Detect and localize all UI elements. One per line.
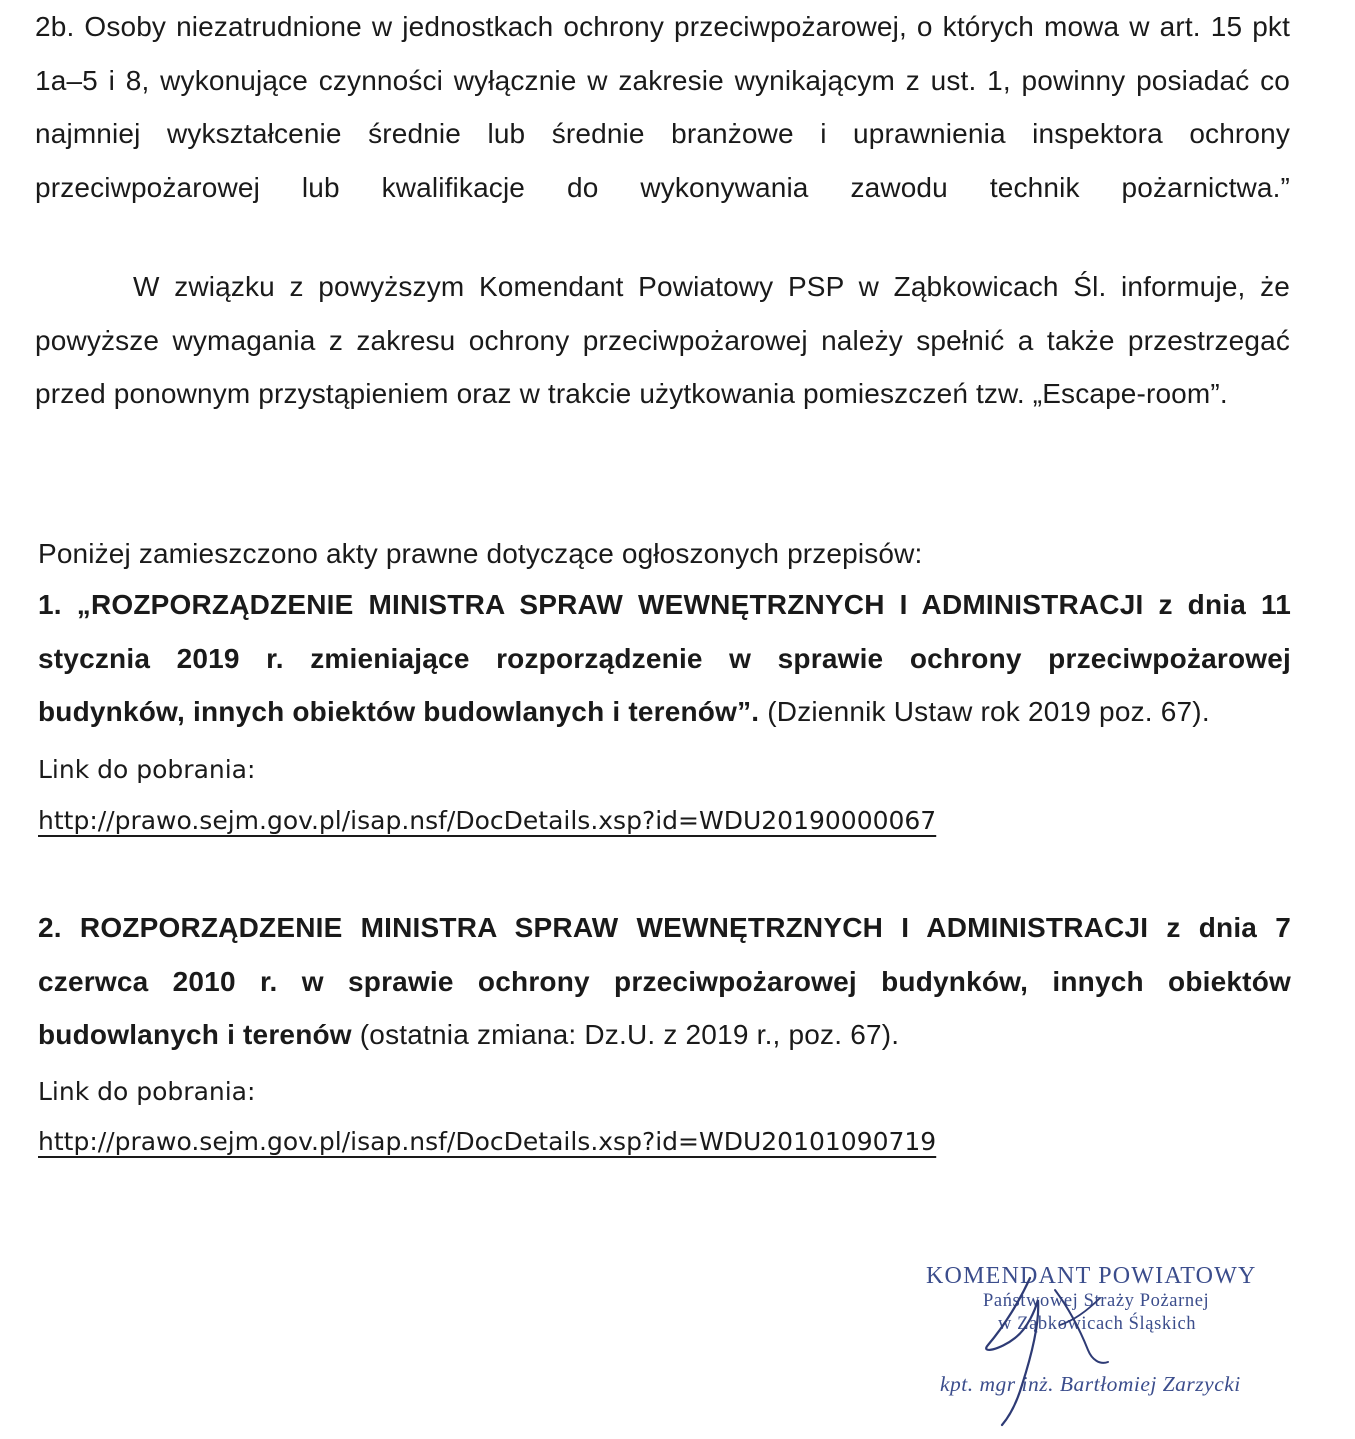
stamp-name: kpt. mgr inż. Bartłomiej Zarzycki [940, 1372, 1241, 1396]
stamp-title: KOMENDANT POWIATOWY [926, 1263, 1257, 1289]
paragraph-information: W związku z powyższym Komendant Powiatowy PSP w Ząbkowicach Śl. informuje, że powyższe wymagania z zakresu ochrony przeciwpożarowej należy spełnić a także przestrzegać przed ponownym przystąpieniem oraz w trakcie użytkowania pomieszczeń tzw. „Escape-room”. [35, 271, 1290, 409]
act-2-title [38, 901, 1291, 1062]
act-1-link-label: Link do pobrania: [38, 755, 256, 784]
act-1-download-link[interactable]: http://prawo.sejm.gov.pl/isap.nsf/DocDetails.xsp?id=WDU20190000067 [38, 806, 937, 835]
act-1-title-note: (Dziennik Ustaw rok 2019 poz. 67). [759, 696, 1210, 727]
act-2-title-bold: 2. ROZPORZĄDZENIE MINISTRA SPRAW WEWNĘTRZNYCH I ADMINISTRACJI z dnia 7 czerwca 2010 r. w sprawie ochrony przeciwpożarowej budynków, innych obiektów budowlanych i terenów [38, 912, 1291, 1050]
act-2-download-link[interactable]: http://prawo.sejm.gov.pl/isap.nsf/DocDetails.xsp?id=WDU20101090719 [38, 1127, 937, 1156]
act-1-title-bold: 1. „ROZPORZĄDZENIE MINISTRA SPRAW WEWNĘTRZNYCH I ADMINISTRACJI z dnia 11 stycznia 2019 r. zmieniające rozporządzenie w sprawie ochrony przeciwpożarowej budynków, innych obiektów budowlanych i terenów”. [38, 589, 1291, 727]
paragraph-2b: 2b. Osoby niezatrudnione w jednostkach ochrony przeciwpożarowej, o których mowa w art. 15 pkt 1a–5 i 8, wykonujące czynności wyłącznie w zakresie wynikającym z ust. 1, powinny posiadać co najmniej wykształcenie średnie lub średnie branżowe i uprawnienia inspektora ochrony przeciwpożarowej lub kwalifikacje do wykonywania zawodu technik pożarnictwa.” [35, 11, 1290, 203]
stamp-line-2: w Ząbkowicach Śląskich [998, 1314, 1197, 1334]
act-2-link-label: Link do pobrania: [38, 1077, 256, 1106]
handwritten-signature [960, 1270, 1120, 1430]
acts-intro: Poniżej zamieszczono akty prawne dotyczące ogłoszonych przepisów: [38, 538, 923, 569]
stamp-line-1: Państwowej Straży Pożarnej [983, 1291, 1210, 1311]
act-2-title-note: (ostatnia zmiana: Dz.U. z 2019 r., poz. 67). [351, 1019, 900, 1050]
act-1-title [38, 578, 1291, 739]
